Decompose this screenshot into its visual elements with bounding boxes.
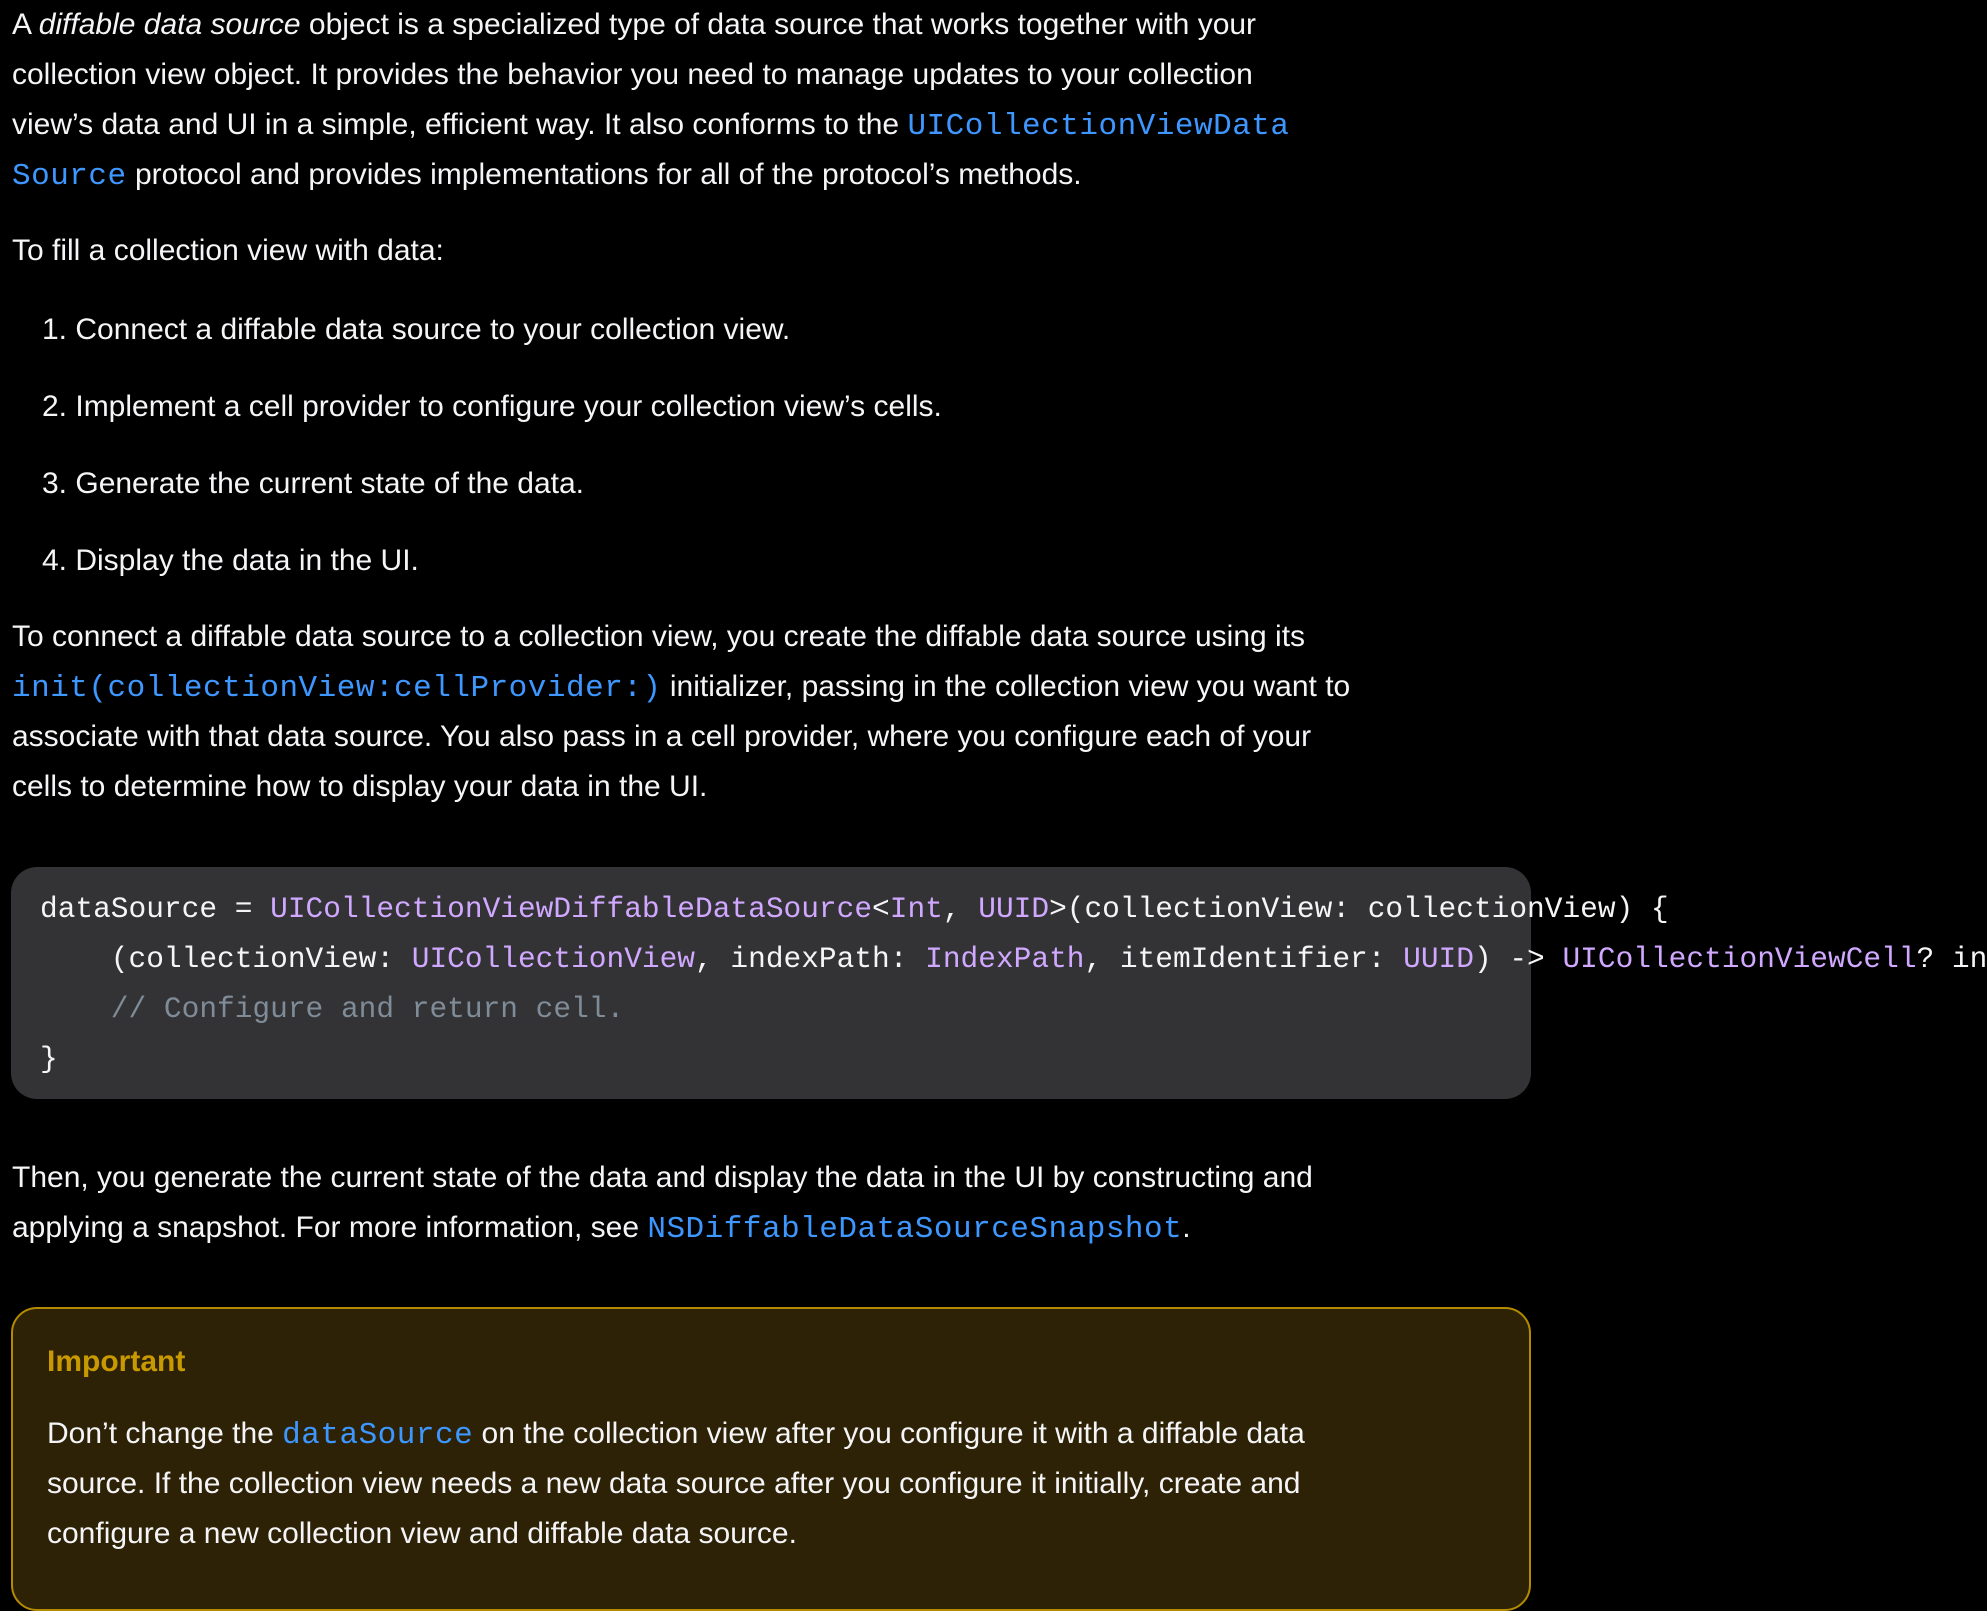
steps-list (42, 305, 942, 613)
step-item: 2. Implement a cell provider to configure your collection view’s cells. (42, 390, 942, 423)
symbol-link[interactable]: NSDiffableDataSourceSnapshot (647, 1212, 1183, 1247)
step-item: 4. Display the data in the UI. (42, 544, 419, 577)
text-line (12, 226, 444, 276)
important-body (47, 1409, 1305, 1559)
text-run: initializer, passing in the collection view you want to (661, 670, 1351, 703)
text-run: To fill a collection view with data: (12, 234, 444, 267)
text-line (12, 712, 1350, 762)
text-line (47, 1459, 1305, 1509)
code-text (40, 884, 1987, 1084)
important-callout (11, 1307, 1531, 1611)
text-run: applying a snapshot. For more information, see (12, 1211, 648, 1244)
text-run: associate with that data source. You also pass in a cell provider, where you configure each of your (12, 720, 1312, 753)
text-run: configure a new collection view and diffable data source. (47, 1517, 797, 1550)
text-line (12, 762, 1350, 812)
fill-heading (12, 226, 444, 276)
code-token: , itemIdentifier: (1084, 942, 1404, 976)
code-type: UUID (978, 892, 1050, 926)
step-item: 1. Connect a diffable data source to your collection view. (42, 313, 791, 346)
text-run: object is a specialized type of data source that works together with your (300, 8, 1257, 41)
important-title: Important (47, 1345, 186, 1378)
text-run: To connect a diffable data source to a collection view, you create the diffable data source using its (12, 620, 1306, 653)
code-comment: // Configure and return cell. (40, 992, 625, 1026)
code-token: ) -> (1473, 942, 1563, 976)
code-token: >(collectionView: collectionView) { (1049, 892, 1669, 926)
step-item: 3. Generate the current state of the data. (42, 467, 585, 500)
code-type: Int (889, 892, 943, 926)
code-type: UUID (1403, 942, 1474, 976)
intro-paragraph (12, 0, 1290, 200)
text-line (12, 662, 1350, 712)
text-run: on the collection view after you configure it with a diffable data (473, 1417, 1305, 1450)
symbol-link[interactable]: Source (12, 159, 127, 194)
text-line (12, 1153, 1313, 1203)
connect-paragraph (12, 612, 1350, 812)
text-run: A (12, 8, 39, 41)
code-listing (11, 867, 1987, 1099)
code-token: < (872, 892, 890, 926)
text-line (47, 1409, 1305, 1459)
text-line (12, 150, 1290, 200)
code-type: UICollectionViewDiffableDataSource (270, 892, 873, 926)
text-run: protocol and provides implementations for all of the protocol’s methods. (126, 158, 1082, 191)
text-run: view’s data and UI in a simple, efficient way. It also conforms to the (12, 108, 908, 141)
symbol-link[interactable]: dataSource (282, 1418, 474, 1453)
text-run: collection view object. It provides the behavior you need to manage updates to your collection (12, 58, 1253, 91)
symbol-link[interactable]: UICollectionViewData (907, 109, 1290, 144)
text-line (12, 1203, 1313, 1253)
text-run: source. If the collection view needs a new data source after you configure it initially, create and (47, 1467, 1301, 1500)
text-line (12, 612, 1350, 662)
code-type: UICollectionViewCell (1562, 942, 1917, 976)
text-run: diffable data source (38, 8, 301, 41)
text-run: . (1182, 1211, 1191, 1244)
text-line (12, 50, 1290, 100)
code-token: , (942, 892, 979, 926)
text-run: cells to determine how to display your data in the UI. (12, 770, 708, 803)
code-token: } (40, 1042, 58, 1076)
code-type: UICollectionView (411, 942, 696, 976)
symbol-link[interactable]: init(collectionView:cellProvider:) (12, 671, 662, 706)
code-token: (collectionView: (40, 942, 412, 976)
text-run: Don’t change the (47, 1417, 283, 1450)
text-line (12, 100, 1290, 150)
code-type: IndexPath (925, 942, 1085, 976)
code-token: dataSource = (40, 892, 271, 926)
text-line (47, 1509, 1305, 1559)
then-paragraph (12, 1153, 1313, 1253)
code-token: ? in (1916, 942, 1987, 976)
code-token: , indexPath: (695, 942, 926, 976)
text-line (12, 0, 1290, 50)
text-run: Then, you generate the current state of the data and display the data in the UI by constructing and (12, 1161, 1313, 1194)
